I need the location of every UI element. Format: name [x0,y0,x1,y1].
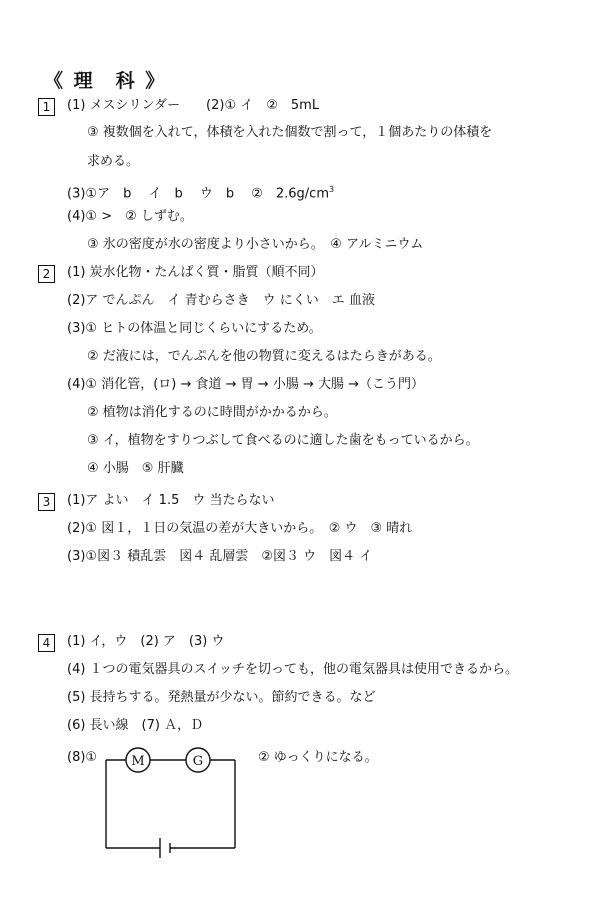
q3-line-2: (2)① 図１，１日の気温の差が大きいから。 ② ウ ③ 晴れ [67,521,413,536]
q1-line-3: 求める。 [87,154,140,169]
q4-line-1: (1) イ，ウ (2) ア (3) ウ [67,634,225,649]
q2-line-1: (1) 炭水化物・たんぱく質・脂質（順不同） [67,265,324,280]
q2-line-5: (4)① 消化管，(ロ) → 食道 → 胃 → 小腸 → 大腸 →（こう門） [67,377,424,392]
q1-line-1: (1) メスシリンダー (2)① イ ② 5mL [67,98,320,113]
q4-line-3: (5) 長持ちする。発熱量が少ない。節約できる。など [67,690,376,705]
q1-line-2: ③ 複数個を入れて，体積を入れた個数で割って，１個あたりの体積を [87,125,493,140]
q3-line-1: (1)ア よい イ 1.5 ウ 当たらない [67,493,275,508]
q4-line-2: (4) １つの電気器具のスイッチを切っても，他の電気器具は使用できるから。 [67,662,519,677]
question-number-4: 4 [38,634,55,652]
q1-line-5: (4)① > ② しずむ。 [67,209,193,224]
q2-line-4: ② だ液には，でんぷんを他の物質に変えるはたらきがある。 [87,349,441,364]
question-number-1: 1 [38,98,55,116]
q1-line-6: ③ 氷の密度が水の密度より小さいから。 ④ アルミニウム [87,237,424,252]
q4-line-5-prefix: (8)① [67,750,98,765]
q4-line-5-answer: ② ゆっくりになる。 [258,750,378,765]
q2-line-7: ③ イ，植物をすりつぶして食べるのに適した歯をもっているから。 [87,433,479,448]
question-number-2: 2 [38,265,55,283]
page-title: 《 理 科 》 [44,70,167,92]
q2-line-8: ④ 小腸 ⑤ 肝臓 [87,461,184,476]
q2-line-3: (3)① ヒトの体温と同じくらいにするため。 [67,321,322,336]
motor-label: M [131,754,145,769]
q4-line-4: (6) 長い線 (7) Ａ，Ｄ [67,718,204,733]
q1-line-4-main: (3)①ア b イ b ウ b ② 2.6g/cm [67,186,329,202]
q1-line-4-superscript: 3 [329,185,335,194]
q3-line-3: (3)①図３ 積乱雲 図４ 乱層雲 ②図３ ウ 図４ イ [67,549,373,564]
generator-label: G [192,754,204,769]
q2-line-6: ② 植物は消化するのに時間がかかるから。 [87,405,337,420]
q2-line-2: (2)ア でんぷん イ 青むらさき ウ にくい エ 血液 [67,293,375,308]
question-number-3: 3 [38,493,55,511]
